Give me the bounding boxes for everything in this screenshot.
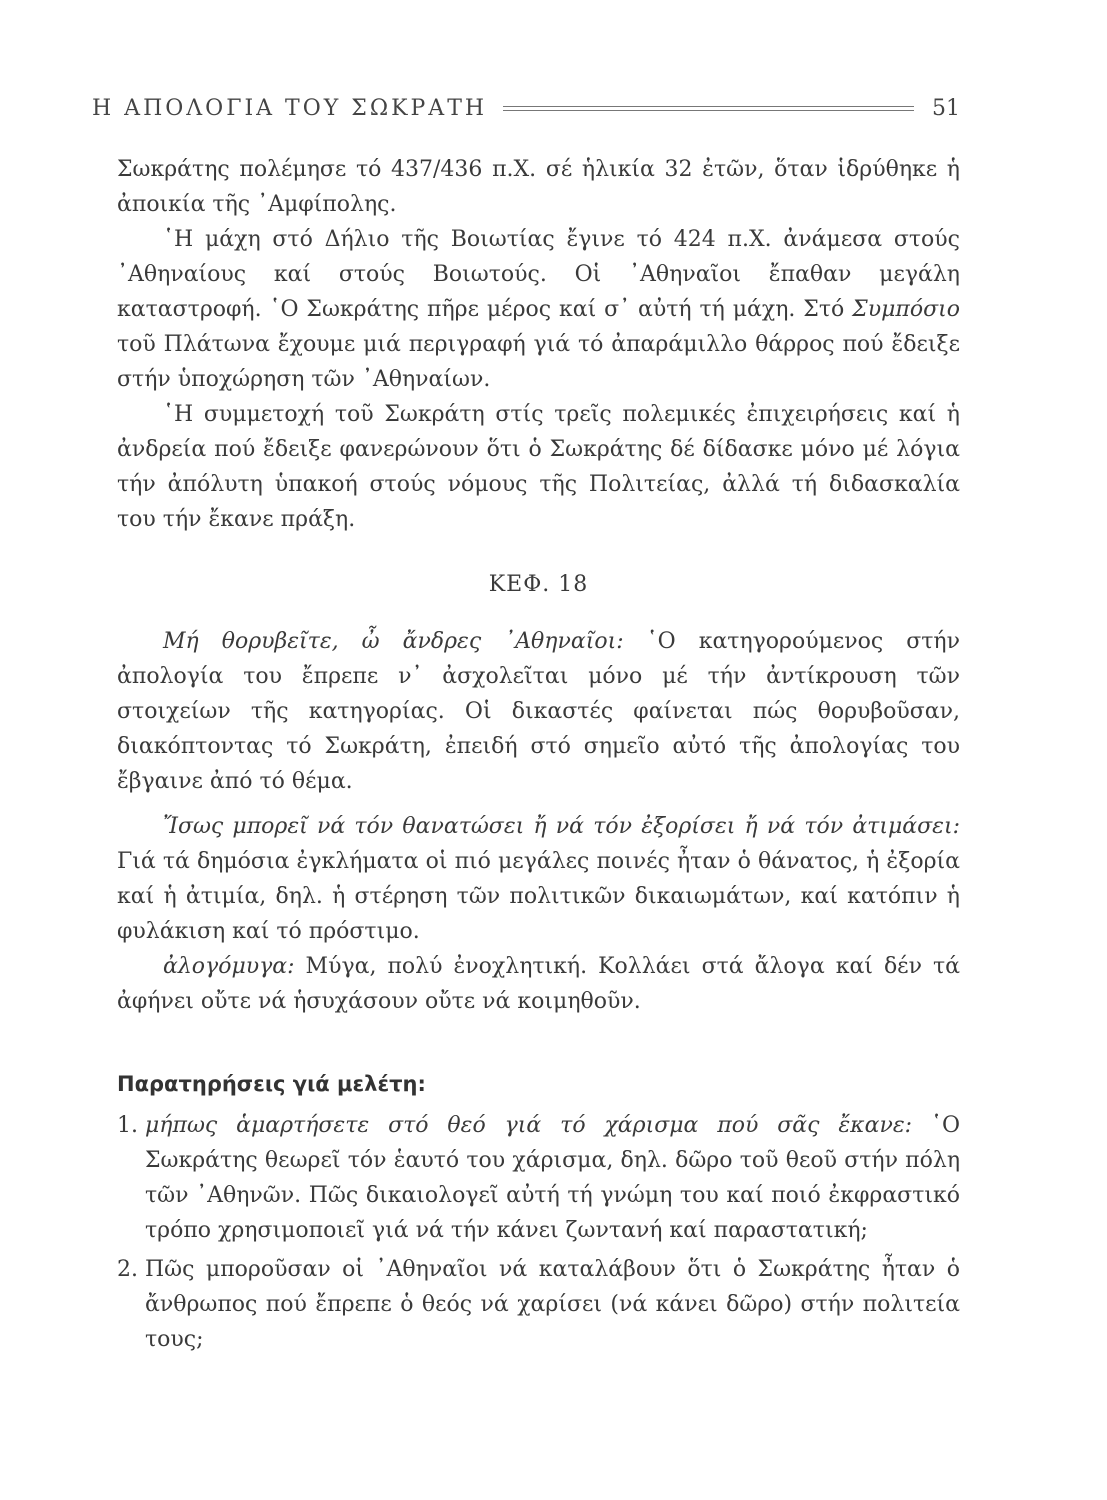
note-item: 1. μήπως ἁμαρτήσετε στό θεό γιά τό χάρισμα πού σᾶς ἔκανε: ῾Ο Σωκράτης θεωρεῖ τόν ἑαυτό του χάρισμα, δηλ. δῶρο τοῦ θεοῦ στήν πόλη τῶν ᾿Αθηνῶν. Πῶς δικαιολογεῖ αὐτή τή γνώμη του καί ποιό ἐκφραστικό τρόπο χρησιμοποιεῖ γιά νά τήν κάνει ζωντανή καί παραστατική; [117,1108,960,1248]
lemma: μήπως ἁμαρτήσετε στό θεό γιά τό χάρισμα πού σᾶς ἔκανε: [145,1113,913,1138]
note-number: 1. [117,1113,138,1138]
note-number: 2. [117,1257,138,1282]
page-number: 51 [932,96,960,121]
running-title: Η ΑΠΟΛΟΓΙΑ ΤΟΥ ΣΩΚΡΑΤΗ [92,96,488,121]
lemma: ἀλογόμυγα: [163,954,295,979]
notes-title: Παρατηρήσεις γιά μελέτη: [117,1072,426,1096]
lemma: Ἴσως μπορεῖ νά τόν θανατώσει ἤ νά τόν ἐξορίσει ἤ νά τόν ἀτιμάσει: [163,814,960,839]
running-head [92,96,960,121]
paragraph: ῾Η συμμετοχή τοῦ Σωκράτη στίς τρεῖς πολεμικές ἐπιχειρήσεις καί ἡ ἀνδρεία πού ἔδειξε φανερώνουν ὅτι ὁ Σωκράτης δέ δίδασκε μόνο μέ λόγια τήν ἀπόλυτη ὑπακοή στούς νόμους τῆς Πολιτείας, ἀλλά τή διδασκαλία του τήν ἔκανε πράξη. [117,402,960,532]
paragraph: Σωκράτης πολέμησε τό 437/436 π.Χ. σέ ἡλικία 32 ἐτῶν, ὅταν ἱδρύθηκε ἡ ἀποικία τῆς ᾿Αμφίπολης. [117,157,960,217]
chapter-heading: ΚΕΦ. 18 [488,572,589,597]
commentary-entry: Μή θορυβεῖτε, ὦ ἄνδρες ᾿Αθηναῖοι: ῾Ο κατηγορούμενος στήν ἀπολογία του ἔπρεπε ν᾿ ἀσχολεῖται μόνο μέ τήν ἀντίκρουση τῶν στοιχείων τῆς κατηγορίας. Οἱ δικαστές φαίνεται πώς θορυβοῦσαν, διακόπτοντας τό Σωκράτη, ἐπειδή στό σημεῖο αὐτό τῆς ἀπολογίας του ἔβγαινε ἀπό τό θέμα. [117,629,960,794]
commentary-entry: ἀλογόμυγα: Μύγα, πολύ ἐνοχλητική. Κολλάει στά ἄλογα καί δέν τά ἀφήνει οὔτε νά ἡσυχάσουν οὔτε νά κοιμηθοῦν. [117,954,960,1014]
note-item: 2. Πῶς μποροῦσαν οἱ ᾿Αθηναῖοι νά καταλάβουν ὅτι ὁ Σωκράτης ἦταν ὁ ἄνθρωπος πού ἔπρεπε ὁ θεός νά χαρίσει (νά κάνει δῶρο) στήν πολιτεία τους; [117,1252,960,1357]
paragraph: ῾Η μάχη στό Δήλιο τῆς Βοιωτίας ἔγινε τό 424 π.Χ. ἀνάμεσα στούς ᾿Αθηναίους καί στούς Βοιωτούς. Οἱ ᾿Αθηναῖοι ἔπαθαν μεγάλη καταστροφή. ῾Ο Σωκράτης πῆρε μέρος καί σ᾿ αὐτή τή μάχη. Στό Συμπόσιο τοῦ Πλάτωνα ἔχουμε μιά περιγραφή γιά τό ἀπαράμιλλο θάρρος πού ἔδειξε στήν ὑποχώρηση τῶν ᾿Αθηναίων. [117,227,960,392]
lemma: Μή θορυβεῖτε, ὦ ἄνδρες ᾿Αθηναῖοι: [163,629,624,654]
commentary-entry: Ἴσως μπορεῖ νά τόν θανατώσει ἤ νά τόν ἐξορίσει ἤ νά τόν ἀτιμάσει: Γιά τά δημόσια ἐγκλήματα οἱ πιό μεγάλες ποινές ἦταν ὁ θάνατος, ἡ ἐξορία καί ἡ ἀτιμία, δηλ. ἡ στέρηση τῶν πολιτικῶν δικαιωμάτων, καί κατόπιν ἡ φυλάκιση καί τό πρόστιμο. [117,814,960,944]
header-double-rule [503,106,914,111]
body-text [117,152,960,1357]
